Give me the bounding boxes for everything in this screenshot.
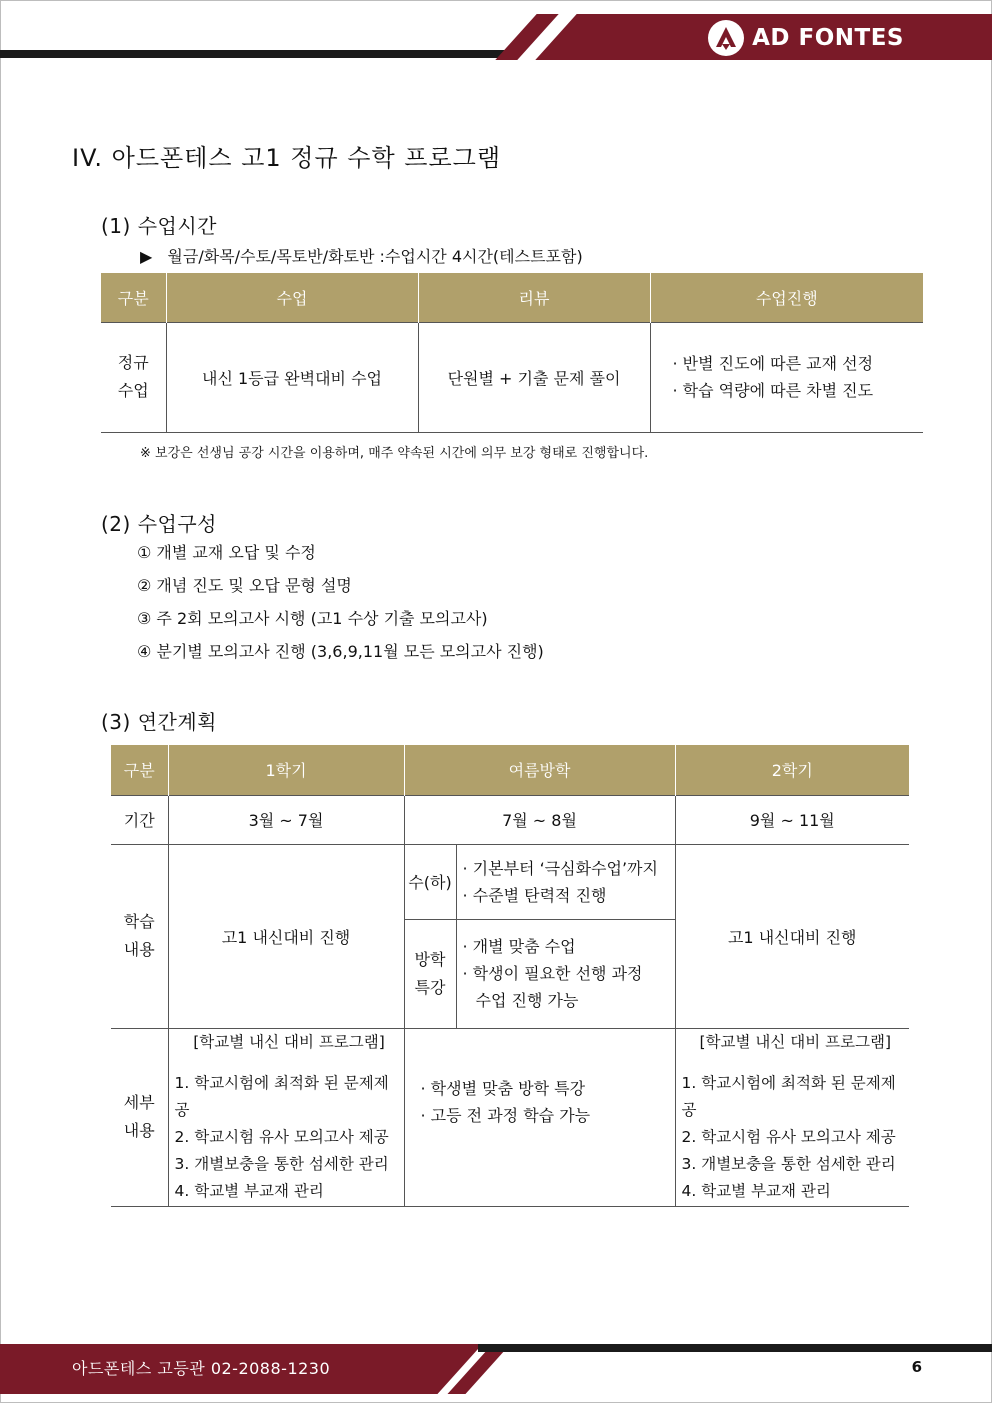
header-cell: 리뷰 <box>418 273 650 322</box>
summer-detail-cell: · 학생별 맞춤 방학 특강 · 고등 전 과정 학습 가능 <box>404 1028 675 1206</box>
summer-sub1-cell: · 기본부터 ‘극심화수업’까지 · 수준별 탄력적 진행 <box>456 844 675 919</box>
schedule-line <box>140 244 583 267</box>
summer-sub2-cell: · 개별 맞춤 수업 · 학생이 필요한 선행 과정 수업 진행 가능 <box>456 919 675 1028</box>
logo <box>708 20 904 56</box>
header-cell: 2학기 <box>675 745 909 795</box>
sem2-detail-cell: [학교별 내신 대비 프로그램] 1. 학교시험에 최적화 된 문제제공 2. 학교시험 유사 모의고사 제공 3. 개별보충을 통한 섬세한 관리 4. 학교별 부교재 관리 <box>675 1028 909 1206</box>
footer-contact: 아드폰테스 고등관 02-2088-1230 <box>72 1359 331 1378</box>
arrow-icon: ▶ <box>140 247 153 266</box>
progress-cell: · 반별 진도에 따른 교재 선정 · 학습 역량에 따른 차별 진도 <box>650 322 923 432</box>
logo-text: AD FONTES <box>752 25 904 51</box>
composition-item: ② 개념 진도 및 오답 문형 설명 <box>137 576 352 595</box>
schedule-text: 월금/화목/수토/목토반/화토반 :수업시간 4시간(테스트포함) <box>167 247 583 266</box>
header-cell: 수업진행 <box>650 273 923 322</box>
makeup-note: ※ 보강은 선생님 공강 시간을 이용하며, 매주 약속된 시간에 의무 보강 형태로 진행합니다. <box>140 446 649 461</box>
section1-heading: (1) 수업시간 <box>101 214 217 238</box>
section2-heading: (2) 수업구성 <box>101 512 217 536</box>
class-time-table <box>101 273 923 433</box>
summer-sub2-label: 방학 특강 <box>404 919 456 1028</box>
detail-label: 세부 내용 <box>111 1028 168 1206</box>
sem2-study-cell: 고1 내신대비 진행 <box>675 844 909 1028</box>
page-title: IV. 아드폰테스 고1 정규 수학 프로그램 <box>72 144 502 172</box>
footer-black-bar <box>478 1344 992 1352</box>
class-cell: 내신 1등급 완벽대비 수업 <box>166 322 418 432</box>
header-cell: 여름방학 <box>404 745 675 795</box>
header-cell: 구분 <box>101 273 166 322</box>
annual-plan-table <box>111 745 909 1207</box>
period-cell: 3월 ~ 7월 <box>168 795 404 844</box>
composition-item: ① 개별 교재 오답 및 수정 <box>137 543 316 562</box>
review-cell: 단원별 + 기출 문제 풀이 <box>418 322 650 432</box>
header-black-bar <box>0 50 510 58</box>
period-cell: 7월 ~ 8월 <box>404 795 675 844</box>
header-cell: 구분 <box>111 745 168 795</box>
page-number: 6 <box>911 1358 922 1376</box>
header-cell: 수업 <box>166 273 418 322</box>
study-label: 학습 내용 <box>111 844 168 1028</box>
summer-sub1-label: 수(하) <box>404 844 456 919</box>
composition-item: ④ 분기별 모의고사 진행 (3,6,9,11월 모든 모의고사 진행) <box>137 642 544 661</box>
composition-item: ③ 주 2회 모의고사 시행 (고1 수상 기출 모의고사) <box>137 609 488 628</box>
section3-heading: (3) 연간계획 <box>101 710 217 734</box>
sem1-study-cell: 고1 내신대비 진행 <box>168 844 404 1028</box>
row-label: 정규 수업 <box>101 322 166 432</box>
sem1-detail-cell: [학교별 내신 대비 프로그램] 1. 학교시험에 최적화 된 문제제공 2. 학교시험 유사 모의고사 제공 3. 개별보충을 통한 섬세한 관리 4. 학교별 부교재 관리 <box>168 1028 404 1206</box>
period-cell: 9월 ~ 11월 <box>675 795 909 844</box>
logo-icon <box>708 20 744 56</box>
period-label: 기간 <box>111 795 168 844</box>
header-cell: 1학기 <box>168 745 404 795</box>
